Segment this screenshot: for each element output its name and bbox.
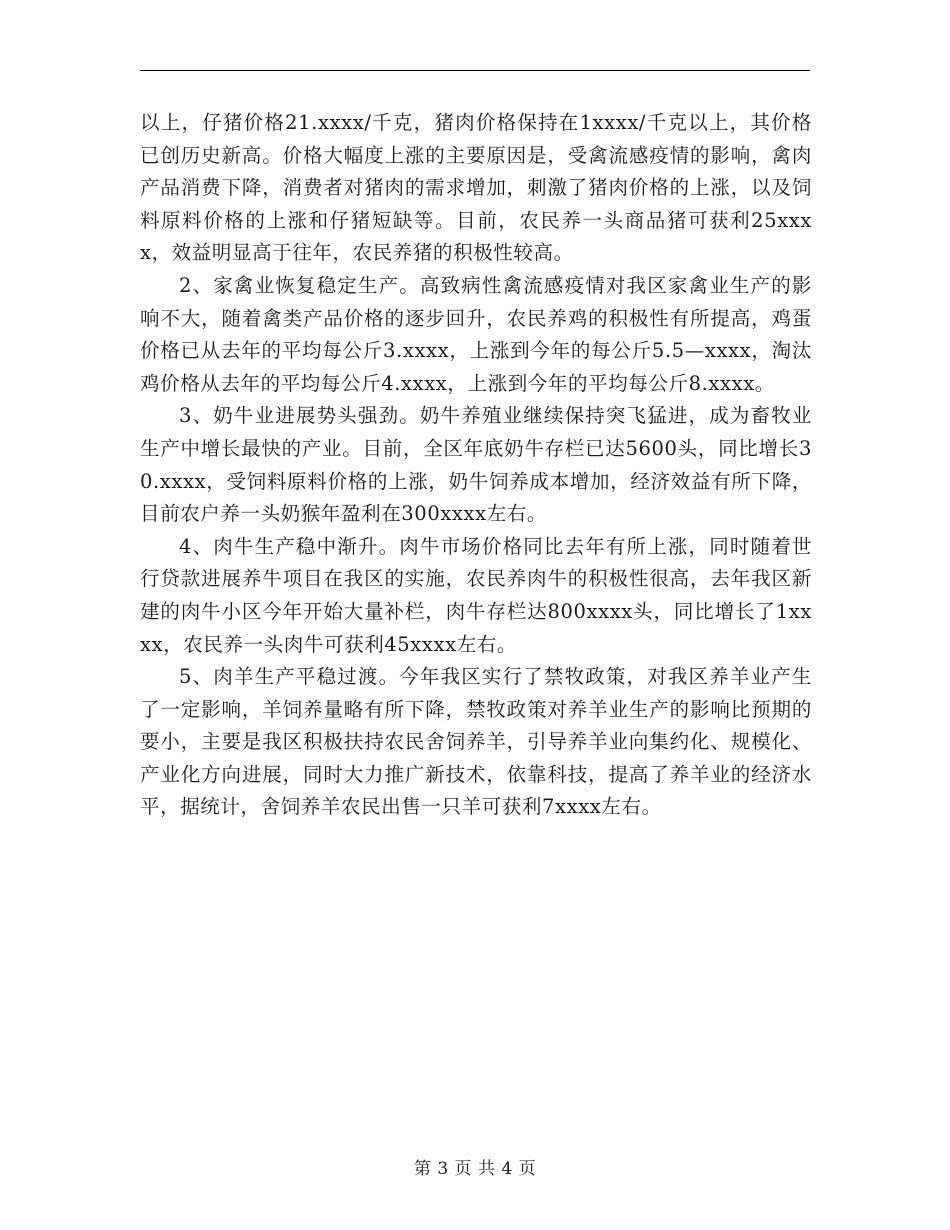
document-body [140, 107, 812, 824]
paragraph-1: 以上，仔猪价格21.xxxx/千克，猪肉价格保持在1xxxx/千克以上，其价格已创历史新高。价格大幅度上涨的主要原因是，受禽流感疫情的影响，禽肉产品消费下降，消费者对猪肉的需求增加，刺激了猪肉价格的上涨，以及饲料原料价格的上涨和仔猪短缺等。目前，农民养一头商品猪可获利25xxxx，效益明显高于往年，农民养猪的积极性较高。 [140, 111, 812, 265]
paragraph-4: 4、肉牛生产稳中渐升。肉牛市场价格同比去年有所上涨，同时随着世行贷款进展养牛项目在我区的实施，农民养肉牛的积极性很高，去年我区新建的肉牛小区今年开始大量补栏，肉牛存栏达800xxxx头，同比增长了1xxxx，农民养一头肉牛可获利45xxxx左右。 [140, 534, 812, 656]
page-number-footer: 第 3 页 共 4 页 [413, 1159, 537, 1179]
paragraph-5: 5、肉羊生产平稳过渡。今年我区实行了禁牧政策，对我区养羊业产生了一定影响，羊饲养量略有所下降，禁牧政策对养羊业生产的影响比预期的要小，主要是我区积极扶持农民舍饲养羊，引导养羊业向集约化、规模化、产业化方向进展，同时大力推广新技术，依靠科技，提高了养羊业的经济水平，据统计，舍饲养羊农民出售一只羊可获利7xxxx左右。 [140, 665, 812, 819]
paragraph-2: 2、家禽业恢复稳定生产。高致病性禽流感疫情对我区家禽业生产的影响不大，随着禽类产品价格的逐步回升，农民养鸡的积极性有所提高，鸡蛋价格已从去年的平均每公斤3.xxxx，上涨到今年的每公斤5.5—xxxx，淘汰鸡价格从去年的平均每公斤4.xxxx，上涨到今年的平均每公斤8.xxxx。 [140, 273, 812, 395]
header-rule [140, 70, 810, 71]
paragraph-3: 3、奶牛业进展势头强劲。奶牛养殖业继续保持突飞猛进，成为畜牧业生产中增长最快的产业。目前，全区年底奶牛存栏已达5600头，同比增长30.xxxx，受饲料原料价格的上涨，奶牛饲养成本增加，经济效益有所下降，目前农户养一头奶猴年盈利在300xxxx左右。 [140, 404, 812, 526]
